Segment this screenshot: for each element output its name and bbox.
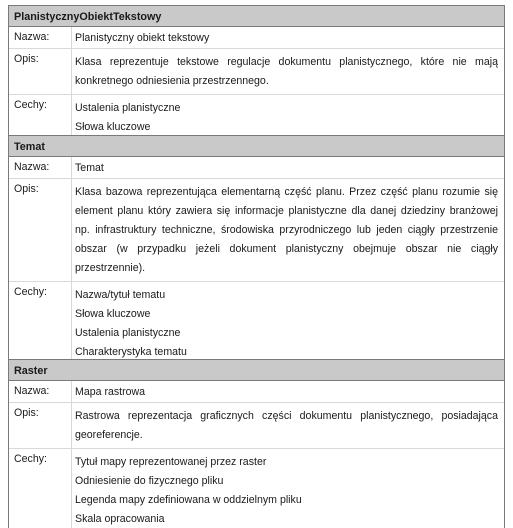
value-nazwa: Planistyczny obiekt tekstowy [71,27,504,48]
class-title: Raster [9,360,504,381]
label-nazwa: Nazwa: [14,31,50,43]
value-opis: Klasa bazowa reprezentująca elementarną część planu. Przez część planu rozumie się element planu który zawiera się informacje planistyczne dla danej dziedziny branżowej np. infrastruktury techniczne, środowiska przyrodniczego lub jeden ciągły przestrzenie obszar (w przypadku jeżeli dokument planistyczny obejmuje obszar nie ciągły przestrzennie). [71,179,504,281]
row-nazwa [9,27,504,49]
cecha-item: Odniesienie do fizycznego pliku [75,475,224,487]
row-nazwa [9,157,504,179]
cecha-item: Legenda mapy zdefiniowana w oddzielnym pliku [75,494,302,506]
value-nazwa: Mapa rastrowa [71,381,504,402]
value-nazwa: Temat [71,157,504,178]
row-opis [9,179,504,282]
label-opis: Opis: [14,407,39,419]
class-title: Temat [9,136,504,157]
class-box-raster [8,359,505,528]
cecha-item: Charakterystyka tematu [75,346,187,358]
value-cechy [71,95,504,140]
row-cechy [9,95,504,140]
cecha-item: Tytuł mapy reprezentowanej przez raster [75,456,267,468]
class-box-temat [8,135,505,366]
cecha-item: Ustalenia planistyczne [75,327,181,339]
label-opis: Opis: [14,53,39,65]
row-opis [9,403,504,449]
value-opis: Klasa reprezentuje tekstowe regulacje dokumentu planistycznego, które nie mają konkretnego odniesienia przestrzennego. [71,49,504,94]
cecha-item: Słowa kluczowe [75,308,151,320]
value-opis: Rastrowa reprezentacja graficznych części dokumentu planistycznego, posiadająca georeferencje. [71,403,504,448]
cecha-item: Skala opracowania [75,513,165,525]
row-opis [9,49,504,95]
row-cechy [9,449,504,528]
label-nazwa: Nazwa: [14,161,50,173]
label-cechy: Cechy: [14,453,47,465]
label-cechy: Cechy: [14,99,47,111]
cecha-item: Słowa kluczowe [75,121,151,133]
label-nazwa: Nazwa: [14,385,50,397]
row-cechy [9,282,504,365]
value-cechy [71,449,504,528]
label-cechy: Cechy: [14,286,47,298]
cecha-item: Ustalenia planistyczne [75,102,181,114]
class-box-planistyczny-obiekt-tekstowy [8,5,505,141]
value-cechy [71,282,504,365]
cecha-item: Nazwa/tytuł tematu [75,289,166,301]
row-nazwa [9,381,504,403]
label-opis: Opis: [14,183,39,195]
class-title: PlanistycznyObiektTekstowy [9,6,504,27]
